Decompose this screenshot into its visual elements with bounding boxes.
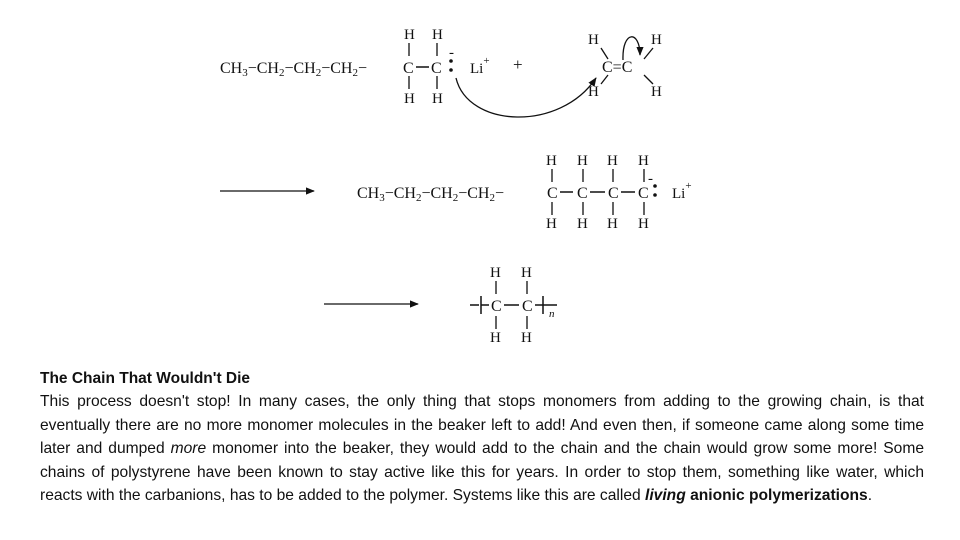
caption-body [40,390,924,508]
caption-ending: . [867,487,873,505]
lone-pair-dot [653,193,657,197]
product-h-bottom-4: H [638,216,649,232]
product-h-bottom-1: H [546,216,557,232]
lone-pair-dot [653,184,657,188]
plus-sign: + [513,55,523,74]
initiator-molecule [220,27,490,107]
caption-emphasis-more: more [170,440,207,458]
minus-charge: - [449,45,454,61]
lithium-counter-ion: Li+ [672,180,692,202]
polymer-carbon-1: C [491,298,502,315]
electron-push-arrow [456,78,596,117]
monomer-h-bottom-right: H [651,84,662,100]
product-h-top-2: H [577,153,588,169]
minus-charge: - [648,171,653,187]
product-carbon-3: C [608,185,619,202]
product-h-bottom-3: H [607,216,618,232]
initiator-carbanion-carbon: C [431,60,442,77]
initiator-h-top-1: H [404,27,415,43]
caption-emphasis-living: living [645,487,686,505]
initiator-carbon-1: C [403,60,414,77]
product-h-top-4: H [638,153,649,169]
step1-product [357,153,692,232]
product-h-bottom-2: H [577,216,588,232]
repeat-subscript-n: n [549,308,555,320]
monomer-double-bond: C=C [602,59,633,76]
lone-pair-dot [449,68,453,72]
caption-text-1: This process doesn't stop! In many cases, the only thing that stops monomers from adding to the growing chain, is that eventually there are no more monomer molecules in the beaker left to add! And even then, if someone came along some time later and dumped [40,393,924,458]
product-carbanion-carbon: C [638,185,649,202]
product-carbon-1: C [547,185,558,202]
caption-text-2: monomer into the beaker, they would add to the chain and the chain would grow some more! Some chains of polystyrene have been known to stay active like this for years. In order to stop them, something like water, which reacts with the carbanions, has to be added to the polymer. Systems like this are called [40,440,924,505]
lithium-counter-ion: Li+ [470,55,490,77]
curved-bond-arrow [623,37,640,60]
caption-title: The Chain That Wouldn't Die [40,370,251,387]
caption-block [40,368,924,508]
monomer-h-top-right: H [651,32,662,48]
product-h-top-3: H [607,153,618,169]
monomer-h-bottom-left: H [588,84,599,100]
initiator-h-bottom-2: H [432,91,443,107]
initiator-h-bottom-1: H [404,91,415,107]
polymer-h-bottom-2: H [521,330,532,346]
polymer-repeat-unit [470,265,557,346]
polymer-h-top-2: H [521,265,532,281]
initiator-h-top-2: H [432,27,443,43]
product-carbon-2: C [577,185,588,202]
product-h-top-1: H [546,153,557,169]
polymer-h-top-1: H [490,265,501,281]
polymer-h-bottom-1: H [490,330,501,346]
monomer-h-top-left: H [588,32,599,48]
caption-bold-term: anionic polymerizations [685,487,868,505]
initiator-chain: CH3−CH2−CH2−CH2− [220,60,368,79]
product-chain: CH3−CH2−CH2−CH2− [357,185,505,204]
polymer-carbon-2: C [522,298,533,315]
